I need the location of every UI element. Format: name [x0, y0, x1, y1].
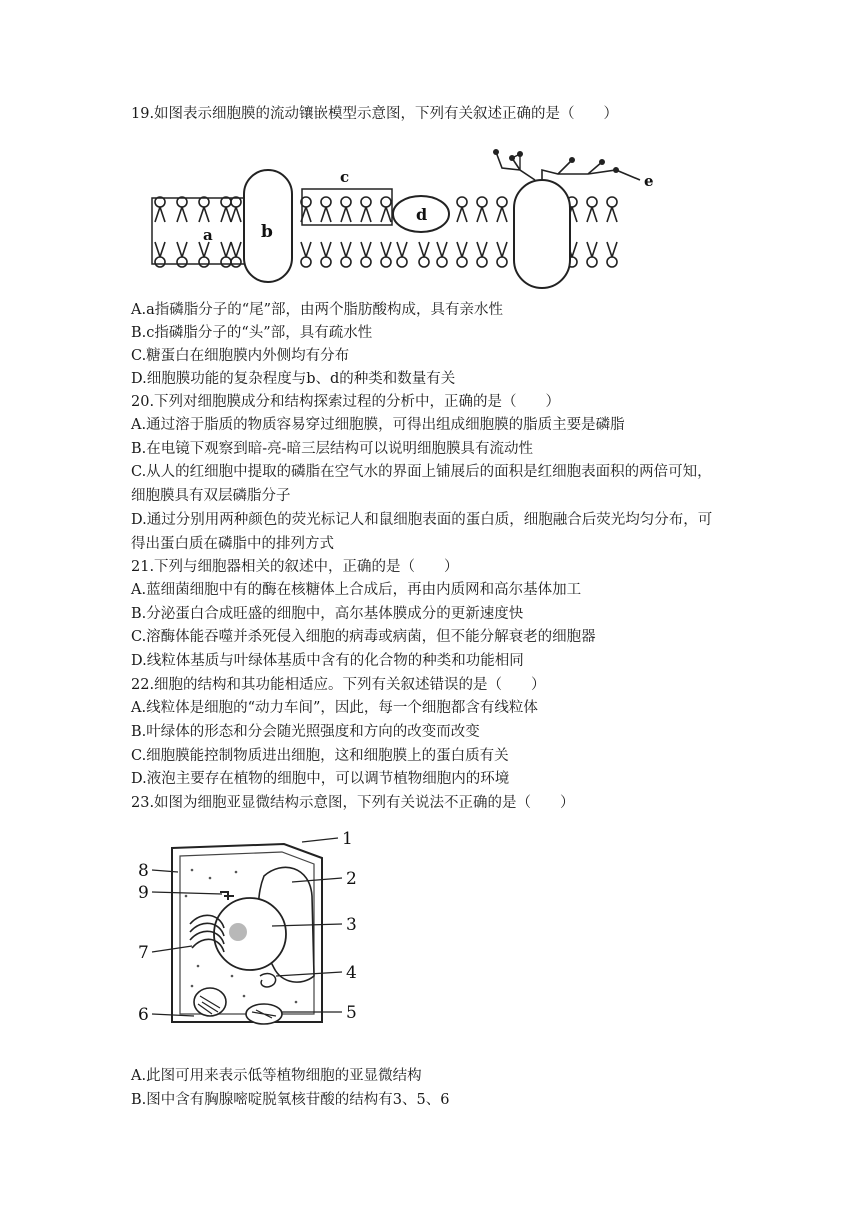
phospholipid-tail	[301, 242, 311, 257]
label-2: 2	[346, 869, 357, 889]
phospholipid-tail	[457, 242, 467, 257]
phospholipid-tail	[437, 242, 447, 257]
question-23-option-b: B.图中含有胸腺嘧啶脱氧核苷酸的结构有3、5、6	[131, 1092, 450, 1108]
phospholipid-tail	[221, 207, 231, 222]
question-20-option-b: B.在电镜下观察到暗-亮-暗三层结构可以说明细胞膜具有流动性	[131, 441, 534, 457]
phospholipid-head	[419, 257, 429, 267]
phospholipid-head	[361, 257, 371, 267]
phospholipid-tail	[587, 242, 597, 257]
phospholipid-head	[477, 197, 487, 207]
label-7: 7	[138, 943, 149, 963]
phospholipid-tail	[221, 242, 231, 257]
phospholipid-tail	[199, 207, 209, 222]
phospholipid-head	[361, 197, 371, 207]
phospholipid-tail	[155, 207, 165, 222]
centriole	[220, 892, 234, 900]
phospholipid-head	[231, 257, 241, 267]
phospholipid-tail	[341, 242, 351, 257]
phospholipid-tail	[199, 242, 209, 257]
phospholipid-tail	[381, 207, 391, 222]
label-4: 4	[346, 963, 357, 983]
question-21-option-a: A.蓝细菌细胞中有的酶在核糖体上合成后，再由内质网和高尔基体加工	[131, 582, 582, 598]
phospholipid-tail	[477, 207, 487, 222]
question-20-option-d: D.通过分别用两种颜色的荧光标记人和鼠细胞表面的蛋白质，细胞融合后荧光均匀分布，可	[131, 512, 713, 528]
phospholipid-head	[177, 257, 187, 267]
phospholipid-tail	[607, 242, 617, 257]
label-1: 1	[342, 829, 353, 849]
phospholipid-head	[477, 257, 487, 267]
label-9: 9	[138, 883, 149, 903]
phospholipid-tail	[477, 242, 487, 257]
question-19-option-a: A.a指磷脂分子的“尾”部，由两个脂肪酸构成，具有亲水性	[131, 302, 504, 318]
phospholipid-tail	[419, 242, 429, 257]
phospholipid-tail	[321, 242, 331, 257]
phospholipid-tail	[155, 242, 165, 257]
phospholipid-tail	[397, 242, 407, 257]
phospholipid-tail	[457, 207, 467, 222]
phospholipid-head	[321, 257, 331, 267]
phospholipid-head	[607, 197, 617, 207]
question-22-option-d: D.液泡主要存在植物的细胞中，可以调节植物细胞内的环境	[131, 771, 510, 787]
phospholipid-tail	[177, 242, 187, 257]
label-c: c	[340, 168, 350, 186]
phospholipid-head	[497, 197, 507, 207]
question-19-option-d: D.细胞膜功能的复杂程度与b、d的种类和数量有关	[131, 371, 456, 387]
phospholipid-head	[221, 257, 231, 267]
question-21-stem: 21.下列与细胞器相关的叙述中，正确的是（ ）	[131, 559, 459, 575]
phospholipid-head	[341, 257, 351, 267]
label-8: 8	[138, 861, 149, 881]
phospholipid-tail	[361, 242, 371, 257]
question-19-option-b: B.c指磷脂分子的“头”部，具有疏水性	[131, 325, 373, 341]
question-20-option-c: C.从人的红细胞中提取的磷脂在空气水的界面上铺展后的面积是红细胞表面积的两倍可知，	[131, 464, 712, 480]
question-19-option-c: C.糖蛋白在细胞膜内外侧均有分布	[131, 348, 350, 364]
phospholipid-head	[341, 197, 351, 207]
question-22-option-b: B.叶绿体的形态和分会随光照强度和方向的改变而改变	[131, 724, 480, 740]
protein-a	[152, 198, 245, 264]
phospholipid-tail	[361, 207, 371, 222]
sugar-chain	[496, 152, 640, 180]
phospholipid-head	[381, 197, 391, 207]
phospholipid-tail	[341, 207, 351, 222]
phospholipid-head	[587, 197, 597, 207]
phospholipid-head	[199, 257, 209, 267]
phospholipid-head	[397, 257, 407, 267]
question-22-option-a: A.线粒体是细胞的“动力车间”，因此，每一个细胞都含有线粒体	[131, 700, 538, 716]
label-d: d	[416, 205, 428, 224]
question-23-option-a: A.此图可用来表示低等植物细胞的亚显微结构	[131, 1068, 422, 1084]
phospholipid-tail	[381, 242, 391, 257]
phospholipid-head	[607, 257, 617, 267]
label-b: b	[261, 222, 273, 242]
question-20-option-a: A.通过溶于脂质的物质容易穿过细胞膜，可得出组成细胞膜的脂质主要是磷脂	[131, 417, 625, 433]
question-21-option-d: D.线粒体基质与叶绿体基质中含有的化合物的种类和功能相同	[131, 653, 524, 669]
phospholipid-head	[457, 197, 467, 207]
glycoprotein-protein	[514, 180, 570, 288]
label-6: 6	[138, 1005, 149, 1025]
question-20-option-c-cont: 细胞膜具有双层磷脂分子	[131, 488, 291, 504]
phospholipid-head	[587, 257, 597, 267]
phospholipid-tail	[497, 207, 507, 222]
question-19-stem: 19.如图表示细胞膜的流动镶嵌模型示意图，下列有关叙述正确的是（ ）	[131, 106, 619, 122]
label-a: a	[203, 226, 213, 244]
nucleolus	[229, 923, 247, 941]
question-21-option-c: C.溶酶体能吞噬并杀死侵入细胞的病毒或病菌，但不能分解衰老的细胞器	[131, 629, 596, 645]
phospholipid-tail	[231, 242, 241, 257]
question-23-stem: 23.如图为细胞亚显微结构示意图，下列有关说法不正确的是（ ）	[131, 795, 575, 811]
question-22-option-c: C.细胞膜能控制物质进出细胞，这和细胞膜上的蛋白质有关	[131, 748, 509, 764]
phospholipid-tail	[497, 242, 507, 257]
phospholipid-head	[155, 257, 165, 267]
phospholipid-tail	[587, 207, 597, 222]
endoplasmic-reticulum	[260, 974, 276, 987]
phospholipid-head	[497, 257, 507, 267]
phospholipid-tail	[231, 207, 241, 222]
question-20-option-d-cont: 得出蛋白质在磷脂中的排列方式	[131, 536, 334, 552]
question-22-stem: 22.细胞的结构和其功能相适应。下列有关叙述错误的是（ ）	[131, 677, 546, 693]
membrane-figure	[140, 140, 662, 292]
phospholipid-head	[301, 257, 311, 267]
phospholipid-head	[457, 257, 467, 267]
cell-structure-figure	[132, 826, 372, 1032]
phospholipid-tail	[321, 207, 331, 222]
question-21-option-b: B.分泌蛋白合成旺盛的细胞中，高尔基体膜成分的更新速度快	[131, 606, 524, 622]
label-3: 3	[346, 915, 357, 935]
label-e: e	[644, 172, 654, 190]
phospholipid-tail	[607, 207, 617, 222]
phospholipid-head	[321, 197, 331, 207]
question-20-stem: 20.下列对细胞膜成分和结构探索过程的分析中，正确的是（ ）	[131, 394, 561, 410]
nucleus	[214, 898, 286, 970]
label-5: 5	[346, 1003, 357, 1023]
phospholipid-head	[437, 257, 447, 267]
phospholipid-head	[381, 257, 391, 267]
phospholipid-tail	[177, 207, 187, 222]
